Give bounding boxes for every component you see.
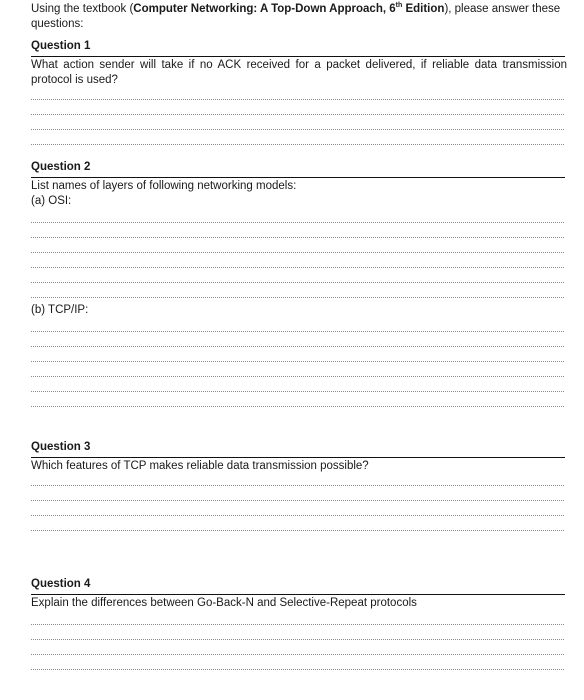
- answer-line[interactable]: [31, 391, 564, 392]
- answer-line[interactable]: [31, 669, 564, 670]
- question-3-rule: [31, 457, 565, 458]
- question-1-heading: Question 1: [31, 40, 91, 52]
- answer-line[interactable]: [31, 376, 564, 377]
- instructions: Using the textbook (Computer Networking: A Top-Down Approach, 6th Edition), please answer these questions:: [31, 2, 561, 30]
- question-2-text: List names of layers of following networking models:: [31, 180, 297, 192]
- question-4-text: Explain the differences between Go-Back-N and Selective-Repeat protocols: [31, 597, 417, 609]
- answer-line[interactable]: [31, 361, 564, 362]
- answer-line[interactable]: [31, 99, 564, 100]
- answer-line[interactable]: [31, 252, 564, 253]
- question-2-part-b-label: (b) TCP/IP:: [31, 304, 89, 316]
- answer-line[interactable]: [31, 530, 564, 531]
- answer-line[interactable]: [31, 485, 564, 486]
- answer-line[interactable]: [31, 267, 564, 268]
- book-title: Computer Networking: A Top-Down Approach, 6: [133, 3, 396, 15]
- answer-line[interactable]: [31, 282, 564, 283]
- answer-line[interactable]: [31, 237, 564, 238]
- answer-line[interactable]: [31, 500, 564, 501]
- answer-line[interactable]: [31, 222, 564, 223]
- answer-line[interactable]: [31, 515, 564, 516]
- answer-line[interactable]: [31, 654, 564, 655]
- answer-line[interactable]: [31, 297, 564, 298]
- question-4-rule: [31, 594, 565, 595]
- answer-line[interactable]: [31, 406, 564, 407]
- question-3-heading: Question 3: [31, 441, 91, 453]
- question-3-text: Which features of TCP makes reliable data transmission possible?: [31, 460, 369, 472]
- answer-line[interactable]: [31, 129, 564, 130]
- answer-line[interactable]: [31, 114, 564, 115]
- question-2-part-a-label: (a) OSI:: [31, 195, 72, 207]
- answer-line[interactable]: [31, 144, 564, 145]
- question-4-heading: Question 4: [31, 578, 91, 590]
- question-1-text: What action sender will take if no ACK received for a packet delivered, if reliable data transmission protocol is used?: [31, 59, 567, 86]
- question-1-rule: [31, 56, 565, 57]
- answer-line[interactable]: [31, 346, 564, 347]
- question-2-rule: [31, 177, 565, 178]
- question-2-heading: Question 2: [31, 161, 91, 173]
- answer-line[interactable]: [31, 639, 564, 640]
- answer-line[interactable]: [31, 331, 564, 332]
- answer-line[interactable]: [31, 624, 564, 625]
